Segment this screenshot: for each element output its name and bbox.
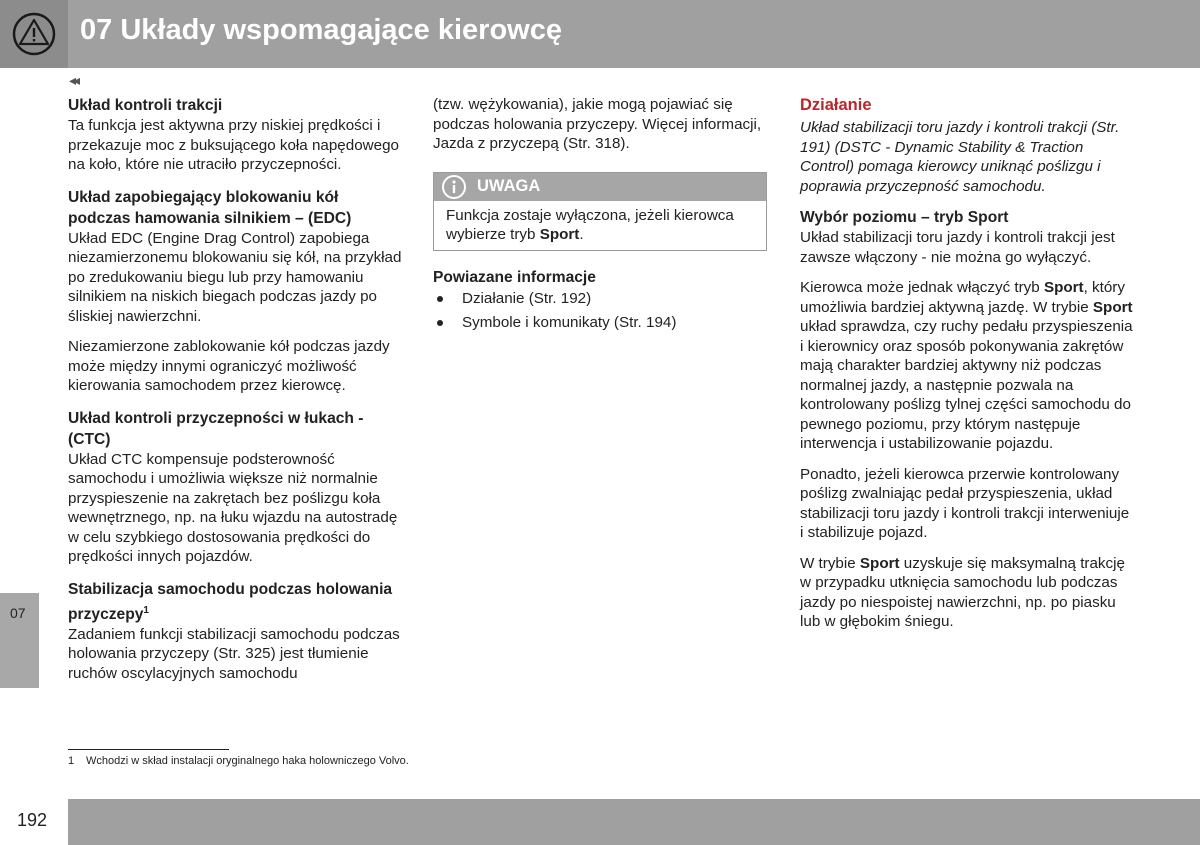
paragraph [800, 554, 1135, 632]
related-link[interactable]: Działanie (Str. 192) [433, 289, 768, 309]
page-number: 192 [17, 810, 48, 830]
paragraph: Zadaniem funkcji stabilizacji samochodu podczas holowania przyczepy (Str. 325) jest tłumienie ruchów oscylacyjnych samochodu [68, 625, 400, 682]
note-text: Funkcja zostaje wyłączona, jeżeli kierowca wybierze tryb [446, 206, 734, 243]
heading-text: Stabilizacja samochodu podczas holowania przyczepy [68, 580, 393, 623]
paragraph: Ponadto, jeżeli kierowca przerwie kontrolowany poślizg zwalniając pedał przyspieszenia, układ stabilizacji toru jazdy i kontroli trakcji interweniuje i stabilizuje pojazd. [800, 465, 1130, 541]
page-footer [0, 799, 1200, 845]
section-heading-function: Działanie [800, 96, 872, 114]
related-link[interactable]: Symbole i komunikaty (Str. 194) [433, 313, 768, 333]
intro-paragraph: Układ stabilizacji toru jazdy i kontroli trakcji (Str. 191) (DSTC - Dynamic Stability & Traction Control) pomaga kierowcy uniknąć poślizgu i poprawia przyczepność samochodu. [800, 119, 1120, 195]
text: uzyskuje się maksymalną trakcję w przypadku utknięcia samochodu lub podczas jazdy po niespoistej nawierzchni, np. po piasku lub w głębokim śniegu. [800, 554, 1125, 630]
section-heading-ctc: Układ kontroli przyczepności w łukach - (CTC) [68, 409, 364, 448]
section-heading-traction: Układ kontroli trakcji [68, 97, 223, 114]
related-heading: Powiazane informacje [433, 268, 596, 286]
paragraph: Układ stabilizacji toru jazdy i kontroli trakcji jest zawsze włączony - nie można go wyłączyć. [800, 229, 1115, 266]
section-heading-trailer [68, 579, 403, 625]
page-number-box [0, 799, 68, 845]
chapter-tab[interactable] [0, 593, 39, 688]
paragraph [800, 278, 1135, 454]
paragraph: Niezamierzone zablokowanie kół podczas jazdy może między innymi ograniczyć możliwość kierowania samochodem przez kierowcę. [68, 338, 390, 394]
column-3 [800, 95, 1135, 644]
related-list [433, 289, 768, 333]
paragraph: Układ EDC (Engine Drag Control) zapobiega niezamierzonemu blokowaniu się kół, na przykład po zredukowaniu biegu lub przy hamowaniu silnikiem na niskich biegach podczas jazdy po śliskiej nawierzchni. [68, 229, 402, 325]
column-2 [433, 95, 768, 338]
footnote-number: 1 [68, 755, 75, 767]
back-arrows-icon[interactable]: ◂◂ [69, 72, 78, 88]
note-text-bold: Sport [539, 225, 580, 243]
warning-icon [11, 11, 57, 57]
paragraph: (tzw. wężykowania), jakie mogą pojawiać się podczas holowania przyczepy. Więcej informacji, Jazda z przyczepą (Str. 318). [433, 96, 762, 152]
note-text-end: . [579, 225, 584, 243]
paragraph: Ta funkcja jest aktywna przy niskiej prędkości i przekazuje moc z buksującego koła napędowego na koło, które nie utraciło przyczepności. [68, 117, 399, 173]
note-box [433, 172, 767, 251]
bold-text: Sport [859, 554, 900, 572]
page-title: 07 Układy wspomagające kierowcę [80, 14, 562, 46]
footnote-divider [68, 749, 229, 750]
footnote-ref[interactable]: 1 [143, 604, 149, 616]
page-header [0, 0, 1200, 68]
text: , który umożliwia bardziej aktywną jazdę. W trybie [800, 279, 1125, 316]
warning-icon-box [0, 0, 68, 68]
footnote [68, 755, 409, 767]
footnote-text: Wchodzi w skład instalacji oryginalnego haka holowniczego Volvo. [86, 755, 409, 767]
text: W trybie [800, 554, 860, 572]
chapter-tab-label: 07 [10, 605, 26, 621]
note-title: UWAGA [477, 176, 541, 195]
bold-text: Sport [1043, 279, 1084, 296]
note-header [434, 173, 766, 201]
text: układ sprawdza, czy ruchy pedału przyspieszenia i kierownicy oraz sposób pokonywania zakrętów mają charakter bardziej aktywny niż podczas normalnej jazdy, a następnie pozwala na kontrolowany poślizg tylnej części samochodu do pewnego poziomu, przy którym następuje interwencja i ustabilizowanie pojazdu. [800, 318, 1133, 452]
paragraph: Układ CTC kompensuje podsterowność samochodu i umożliwia większe niż normalnie przyspieszenie na zakrętach bez poślizgu koła wewnętrznego, np. na łuku wjazdu na autostradę w celu szybkiego dostosowania prędkości do prędkości innych pojazdów. [68, 450, 398, 565]
info-icon [440, 174, 468, 200]
note-body [434, 201, 766, 250]
column-1 [68, 95, 403, 695]
related-info [433, 267, 768, 333]
section-heading-edc: Układ zapobiegający blokowaniu kół podczas hamowania silnikiem – (EDC) [68, 188, 352, 227]
text: Kierowca może jednak włączyć tryb [800, 279, 1044, 296]
section-heading-sport: Wybór poziomu – tryb Sport [800, 209, 1009, 226]
bold-text: Sport [1092, 298, 1133, 316]
